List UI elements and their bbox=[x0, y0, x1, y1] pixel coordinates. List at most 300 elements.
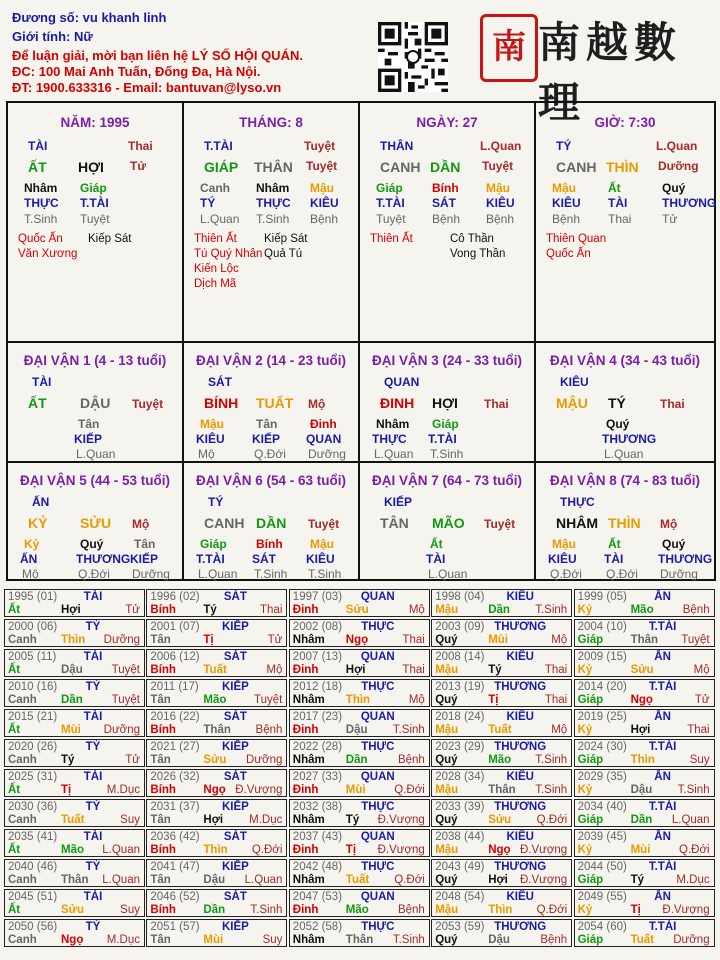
year-state: Q.Đới bbox=[394, 874, 425, 886]
year-label: 1996 (02) bbox=[150, 591, 200, 603]
hidden-stem: Bính bbox=[256, 537, 283, 551]
seal-logo: 南 bbox=[480, 14, 538, 82]
hidden-stem: Ất bbox=[608, 537, 621, 551]
year-god: KIÊU bbox=[506, 771, 534, 783]
hidden-state: Tuyệt bbox=[80, 212, 110, 226]
hidden-stem: Mậu bbox=[310, 537, 334, 551]
hidden-god: THỰC bbox=[24, 196, 59, 210]
year-stem: Giáp bbox=[577, 634, 604, 646]
dai-van-7 bbox=[360, 463, 536, 579]
year-cell bbox=[4, 709, 145, 737]
year-state: Bệnh bbox=[255, 724, 283, 736]
year-stem: Canh bbox=[8, 874, 37, 886]
year-branch: Thân bbox=[61, 874, 89, 886]
hidden-stem: Ất bbox=[608, 181, 621, 195]
year-god: THỰC bbox=[361, 741, 395, 753]
year-cell bbox=[146, 769, 287, 797]
hidden-state: T.Sinh bbox=[256, 212, 290, 226]
year-cell bbox=[146, 739, 287, 767]
year-branch: Tị bbox=[203, 634, 214, 646]
year-stem: Nhâm bbox=[292, 694, 325, 706]
year-god: ẤN bbox=[654, 651, 671, 663]
year-stem: Canh bbox=[8, 814, 37, 826]
dai-van-god: THỰC bbox=[560, 495, 595, 509]
year-cell bbox=[574, 859, 715, 887]
year-label: 2048 (54) bbox=[435, 891, 485, 903]
pillar-branch: THÂN bbox=[254, 159, 293, 175]
year-cell bbox=[574, 709, 715, 737]
year-branch: Tị bbox=[345, 844, 357, 856]
dai-van-state: Tuyệt bbox=[308, 517, 340, 531]
year-label: 1995 (01) bbox=[8, 591, 58, 603]
pillar-1 bbox=[8, 103, 184, 343]
year-label: 2034 (40) bbox=[577, 801, 627, 813]
dai-van-stem: KỶ bbox=[28, 515, 48, 531]
pillar-4 bbox=[536, 103, 717, 343]
year-god: THƯƠNG bbox=[494, 681, 547, 693]
year-branch: Tý bbox=[203, 604, 217, 616]
year-god: THỰC bbox=[361, 681, 395, 693]
year-branch: Tị bbox=[488, 694, 499, 706]
hidden-state: L.Quan bbox=[200, 212, 240, 226]
dai-van-god: TÝ bbox=[208, 495, 224, 509]
pillar-branch: THÌN bbox=[606, 159, 639, 175]
pillar-extra: Dưỡng bbox=[658, 159, 699, 173]
year-branch: Ngọ bbox=[630, 694, 653, 706]
year-god: THỰC bbox=[361, 861, 395, 873]
dai-van-branch: MÃO bbox=[432, 515, 465, 531]
pillar-branch: HỢI bbox=[78, 159, 104, 175]
year-branch: Mão bbox=[488, 754, 512, 766]
year-cell bbox=[289, 619, 430, 647]
hidden-stem: Mậu bbox=[552, 181, 576, 195]
year-label: 2051 (57) bbox=[150, 921, 200, 933]
dai-van-title: ĐẠI VẬN 1 (4 - 13 tuổi) bbox=[23, 353, 167, 368]
star: Thiên Ất bbox=[370, 233, 413, 245]
star: Kiến Lộc bbox=[194, 263, 239, 275]
year-stem: Bính bbox=[150, 784, 176, 796]
hidden-stem: Canh bbox=[200, 181, 230, 195]
year-cell bbox=[431, 649, 572, 677]
dai-van-god: SÁT bbox=[208, 375, 232, 389]
year-state: Suy bbox=[262, 934, 283, 946]
year-state: Đ.Vượng bbox=[377, 844, 425, 856]
dai-van-state: Tuyệt bbox=[132, 397, 164, 411]
year-stem: Đinh bbox=[292, 724, 319, 736]
year-god: TÝ bbox=[85, 861, 101, 873]
year-stem: Tân bbox=[150, 814, 171, 826]
year-label: 2008 (14) bbox=[435, 651, 485, 663]
year-cell bbox=[574, 589, 715, 617]
dai-van-stem: ẤT bbox=[28, 395, 47, 411]
year-state: Mộ bbox=[266, 664, 283, 676]
year-branch: Dần bbox=[345, 754, 368, 766]
hidden-stem: Giáp bbox=[376, 181, 403, 195]
year-god: TÝ bbox=[85, 741, 101, 753]
year-cell bbox=[146, 799, 287, 827]
star: Dịch Mã bbox=[194, 278, 237, 290]
year-god: T.TÀI bbox=[648, 861, 677, 873]
year-cell bbox=[431, 709, 572, 737]
year-state: Tuyệt bbox=[681, 634, 710, 646]
year-god: THỰC bbox=[361, 921, 395, 933]
dai-van-title: ĐẠI VẬN 4 (34 - 43 tuổi) bbox=[549, 353, 701, 368]
dai-van-stem: TÂN bbox=[380, 515, 409, 531]
year-stem: Quý bbox=[435, 694, 458, 706]
hidden-god: SÁT bbox=[252, 552, 276, 566]
contact-line-2: ĐC: 100 Mai Anh Tuấn, Đống Đa, Hà Nội. bbox=[12, 64, 261, 79]
hidden-stem: Giáp bbox=[80, 181, 107, 195]
year-cell bbox=[289, 769, 430, 797]
year-cell bbox=[431, 589, 572, 617]
year-state: Bệnh bbox=[397, 904, 425, 916]
pillar-state: Tuyệt bbox=[304, 139, 336, 153]
year-god: THƯƠNG bbox=[494, 921, 547, 933]
dai-van-stem: CANH bbox=[204, 515, 245, 531]
year-cell bbox=[4, 649, 145, 677]
year-god: TÀI bbox=[83, 711, 103, 723]
year-god: KIÊU bbox=[506, 711, 534, 723]
year-branch: Hợi bbox=[203, 814, 224, 826]
hidden-stem: Nhâm bbox=[24, 181, 58, 195]
year-state: Đ.Vượng bbox=[235, 784, 283, 796]
year-state: Thai bbox=[544, 694, 568, 706]
year-god: SÁT bbox=[223, 711, 247, 723]
year-branch: Tuất bbox=[630, 934, 655, 946]
year-branch: Dậu bbox=[345, 724, 368, 736]
year-stem: Đinh bbox=[292, 604, 319, 616]
year-state: Dưỡng bbox=[103, 634, 140, 646]
year-state: L.Quan bbox=[102, 844, 140, 856]
year-branch: Mùi bbox=[630, 844, 651, 856]
hidden-god: THƯƠNG bbox=[76, 552, 131, 566]
hidden-god: THỰC bbox=[256, 196, 291, 210]
year-label: 2052 (58) bbox=[292, 921, 343, 933]
year-label: 2009 (15) bbox=[577, 651, 627, 663]
year-label: 2007 (13) bbox=[292, 651, 343, 663]
year-label: 2046 (52) bbox=[150, 891, 200, 903]
year-god: SÁT bbox=[223, 891, 247, 903]
year-label: 1999 (05) bbox=[577, 591, 627, 603]
hidden-state: T.Sinh bbox=[24, 212, 58, 226]
dai-van-stem: BÍNH bbox=[204, 395, 239, 411]
dai-van-5 bbox=[8, 463, 184, 579]
hidden-state: Mộ bbox=[198, 447, 215, 461]
year-state: T.Sinh bbox=[535, 754, 568, 766]
dai-van-god: ẤN bbox=[32, 495, 50, 509]
pillar-god: T.TÀI bbox=[204, 139, 233, 153]
hidden-stem: Mậu bbox=[200, 417, 224, 431]
hidden-state: Bệnh bbox=[486, 212, 515, 226]
dai-van-branch: THÌN bbox=[608, 515, 641, 531]
year-state: Đ.Vượng bbox=[519, 844, 568, 856]
hidden-state: L.Quan bbox=[374, 447, 414, 461]
year-label: 2036 (42) bbox=[150, 831, 200, 843]
contact-line-1: Để luận giải, mời bạn liên hệ LÝ SỐ HỘI QUÁN. bbox=[12, 48, 303, 63]
year-label: 2021 (27) bbox=[150, 741, 200, 753]
hidden-state: Q.Đới bbox=[606, 567, 638, 581]
brand-title: 南越數理 bbox=[538, 18, 683, 127]
hidden-state: Q.Đới bbox=[254, 447, 286, 461]
hidden-god: QUAN bbox=[306, 432, 342, 446]
hidden-state: Dưỡng bbox=[132, 567, 170, 581]
year-label: 2022 (28) bbox=[292, 741, 343, 753]
year-state: Thai bbox=[687, 724, 710, 736]
year-god: THƯƠNG bbox=[494, 801, 547, 813]
year-stem: Quý bbox=[435, 754, 458, 766]
year-god: KIÊU bbox=[506, 651, 534, 663]
year-label: 2020 (26) bbox=[8, 741, 58, 753]
hidden-stem: Nhâm bbox=[376, 417, 410, 431]
year-stem: Ất bbox=[8, 664, 21, 676]
year-stem: Mậu bbox=[435, 844, 459, 856]
pillar-state: L.Quan bbox=[480, 139, 522, 153]
year-stem: Quý bbox=[435, 874, 458, 886]
year-stem: Nhâm bbox=[292, 754, 325, 766]
year-god: KIÊU bbox=[506, 831, 534, 843]
year-label: 2041 (47) bbox=[150, 861, 200, 873]
year-cell bbox=[146, 619, 287, 647]
year-branch: Thìn bbox=[61, 634, 86, 646]
year-stem: Kỷ bbox=[577, 664, 593, 676]
pillar-extra: Tuyệt bbox=[482, 159, 514, 173]
year-god: THỰC bbox=[361, 621, 395, 633]
year-god: THỰC bbox=[361, 801, 395, 813]
star: Vong Thần bbox=[450, 248, 506, 260]
year-state: Tử bbox=[125, 754, 140, 766]
year-god: TÝ bbox=[85, 801, 101, 813]
dai-van-branch: SỬU bbox=[80, 515, 112, 531]
year-god: THƯƠNG bbox=[494, 621, 547, 633]
year-branch: Sửu bbox=[203, 754, 227, 766]
year-stem: Giáp bbox=[577, 694, 604, 706]
year-stem: Mậu bbox=[435, 604, 459, 616]
year-stem: Đinh bbox=[292, 844, 319, 856]
year-god: THƯƠNG bbox=[494, 741, 547, 753]
year-god: TÝ bbox=[85, 921, 101, 933]
year-state: Bệnh bbox=[540, 934, 568, 946]
hidden-state: L.Quan bbox=[428, 567, 468, 581]
year-god: KIÊU bbox=[506, 891, 534, 903]
year-cell bbox=[4, 589, 145, 617]
year-stem: Kỷ bbox=[577, 784, 593, 796]
year-stem: Nhâm bbox=[292, 934, 325, 946]
year-stem: Bính bbox=[150, 724, 176, 736]
year-label: 2040 (46) bbox=[8, 861, 58, 873]
year-state: T.Sinh bbox=[250, 904, 283, 916]
year-label: 2049 (55) bbox=[577, 891, 627, 903]
hidden-stem: Ất bbox=[430, 537, 443, 551]
year-cell bbox=[574, 829, 715, 857]
dai-van-branch: HỢI bbox=[432, 395, 458, 411]
year-cell bbox=[574, 889, 715, 917]
year-cell bbox=[146, 709, 287, 737]
hidden-god: T.TÀI bbox=[428, 432, 457, 446]
hidden-stem: Bính bbox=[432, 181, 459, 195]
hidden-god: TÀI bbox=[608, 196, 628, 210]
dai-van-god: QUAN bbox=[384, 375, 420, 389]
year-label: 2033 (39) bbox=[435, 801, 485, 813]
year-god: ẤN bbox=[654, 591, 671, 603]
hidden-state: T.Sinh bbox=[430, 447, 464, 461]
year-god: KIẾP bbox=[221, 621, 249, 633]
dai-van-god: KIÊU bbox=[560, 375, 589, 389]
year-branch: Sửu bbox=[488, 814, 512, 826]
hidden-stem: Mậu bbox=[310, 181, 334, 195]
year-branch: Hợi bbox=[630, 724, 651, 736]
year-stem: Quý bbox=[435, 934, 458, 946]
hidden-god: KIÊU bbox=[548, 552, 577, 566]
year-god: KIẾP bbox=[221, 801, 249, 813]
year-cell bbox=[431, 829, 572, 857]
year-branch: Thìn bbox=[203, 844, 228, 856]
year-branch: Ngọ bbox=[345, 634, 369, 646]
year-label: 2050 (56) bbox=[8, 921, 58, 933]
pillar-god: TÝ bbox=[556, 139, 572, 153]
year-god: T.TÀI bbox=[648, 681, 677, 693]
year-label: 2000 (06) bbox=[8, 621, 58, 633]
year-state: M.Dục bbox=[676, 874, 710, 886]
year-branch: Dần bbox=[203, 904, 226, 916]
year-cell bbox=[431, 889, 572, 917]
year-stem: Đinh bbox=[292, 784, 319, 796]
year-branch: Ngọ bbox=[488, 844, 511, 856]
year-state: Tử bbox=[267, 634, 283, 646]
year-branch: Tuất bbox=[203, 664, 227, 676]
year-god: KIẾP bbox=[221, 741, 249, 753]
year-cell bbox=[4, 799, 145, 827]
dai-van-stem: MẬU bbox=[556, 395, 588, 411]
year-god: QUAN bbox=[360, 651, 395, 663]
year-stem: Ất bbox=[8, 904, 21, 916]
year-label: 2012 (18) bbox=[292, 681, 343, 693]
hidden-state: Bệnh bbox=[310, 212, 339, 226]
year-stem: Nhâm bbox=[292, 814, 325, 826]
hidden-state: T.Sinh bbox=[308, 567, 342, 581]
year-state: Suy bbox=[120, 814, 140, 826]
year-cell bbox=[146, 859, 287, 887]
year-branch: Tị bbox=[630, 904, 641, 916]
year-stem: Kỷ bbox=[577, 604, 593, 616]
year-label: 2045 (51) bbox=[8, 891, 58, 903]
hidden-state: Bệnh bbox=[432, 212, 461, 226]
year-god: TÝ bbox=[85, 681, 101, 693]
year-stem: Tân bbox=[150, 874, 171, 886]
year-state: Thai bbox=[402, 664, 425, 676]
year-branch: Dậu bbox=[630, 784, 653, 796]
hidden-god: THƯƠNG bbox=[658, 552, 713, 566]
year-stem: Kỷ bbox=[577, 724, 593, 736]
star: Quả Tú bbox=[264, 248, 303, 260]
dai-van-title: ĐẠI VẬN 2 (14 - 23 tuổi) bbox=[195, 353, 347, 368]
year-cell bbox=[289, 919, 430, 947]
dai-van-8 bbox=[536, 463, 714, 579]
pillar-state: L.Quan bbox=[656, 139, 698, 153]
pillar-god: TÀI bbox=[28, 139, 48, 153]
hidden-god: KIÊU bbox=[552, 196, 581, 210]
year-state: L.Quan bbox=[244, 874, 283, 886]
year-state: Đ.Vượng bbox=[662, 904, 710, 916]
pillar-branch: DẦN bbox=[430, 159, 461, 175]
year-stem: Kỷ bbox=[577, 904, 593, 916]
hidden-god: KIÊU bbox=[196, 432, 225, 446]
year-label: 1997 (03) bbox=[292, 591, 343, 603]
hidden-god: ẤN bbox=[20, 552, 38, 566]
hidden-state: Q.Đới bbox=[78, 567, 110, 581]
year-god: SÁT bbox=[223, 771, 247, 783]
year-branch: Tý bbox=[630, 874, 645, 886]
pillar-god: THÂN bbox=[380, 139, 414, 153]
year-label: 2015 (21) bbox=[8, 711, 58, 723]
year-state: Q.Đới bbox=[536, 814, 568, 826]
year-stem: Bính bbox=[150, 844, 176, 856]
dai-van-title: ĐẠI VẬN 6 (54 - 63 tuổi) bbox=[195, 473, 347, 488]
year-god: TÝ bbox=[85, 621, 101, 633]
year-stem: Ất bbox=[8, 784, 21, 796]
year-branch: Tuất bbox=[488, 724, 512, 736]
hidden-god: THƯƠNG bbox=[602, 432, 657, 446]
hidden-stem: Quý bbox=[80, 537, 104, 551]
year-stem: Kỷ bbox=[577, 844, 593, 856]
year-stem: Giáp bbox=[577, 814, 604, 826]
year-branch: Mùi bbox=[203, 934, 224, 946]
year-god: QUAN bbox=[360, 831, 395, 843]
year-stem: Giáp bbox=[577, 874, 604, 886]
year-god: KIẾP bbox=[221, 681, 249, 693]
year-god: SÁT bbox=[223, 651, 247, 663]
qr-code-icon bbox=[378, 22, 448, 92]
hidden-stem: Giáp bbox=[200, 537, 227, 551]
dai-van-state: Mộ bbox=[660, 517, 678, 531]
year-state: Dưỡng bbox=[103, 724, 140, 736]
year-cell bbox=[431, 799, 572, 827]
year-cell bbox=[289, 649, 430, 677]
dai-van-4 bbox=[536, 343, 714, 463]
hidden-state: Dưỡng bbox=[308, 447, 346, 461]
hidden-state: T.Sinh bbox=[254, 567, 288, 581]
dai-van-title: ĐẠI VẬN 8 (74 - 83 tuổi) bbox=[549, 473, 701, 488]
star: Văn Xương bbox=[18, 248, 78, 260]
hidden-state: Dưỡng bbox=[660, 567, 698, 581]
year-label: 2001 (07) bbox=[150, 621, 200, 633]
year-label: 2027 (33) bbox=[292, 771, 343, 783]
year-god: T.TÀI bbox=[648, 801, 677, 813]
year-stem: Giáp bbox=[577, 754, 604, 766]
star: Kiếp Sát bbox=[264, 233, 308, 245]
year-label: 2024 (30) bbox=[577, 741, 627, 753]
pillar-2 bbox=[184, 103, 360, 343]
year-branch: Mão bbox=[345, 904, 369, 916]
pillar-stem: ẤT bbox=[28, 159, 47, 175]
year-god: KIÊU bbox=[506, 591, 534, 603]
pillar-stem: GIÁP bbox=[204, 159, 239, 175]
hidden-state: Tử bbox=[662, 212, 678, 226]
year-branch: Thân bbox=[630, 634, 659, 646]
year-branch: Mùi bbox=[61, 724, 81, 736]
year-cell bbox=[574, 739, 715, 767]
year-cell bbox=[289, 889, 430, 917]
hidden-stem: Mậu bbox=[486, 181, 510, 195]
year-state: T.Sinh bbox=[392, 724, 425, 736]
year-branch: Tý bbox=[488, 664, 502, 676]
year-state: Mộ bbox=[408, 694, 425, 706]
year-god: ẤN bbox=[654, 771, 671, 783]
star: Quốc Ấn bbox=[18, 233, 63, 245]
dai-van-branch: DẬU bbox=[80, 395, 111, 411]
dai-van-god: TÀI bbox=[32, 375, 52, 389]
year-label: 2004 (10) bbox=[577, 621, 627, 633]
year-god: T.TÀI bbox=[648, 741, 677, 753]
